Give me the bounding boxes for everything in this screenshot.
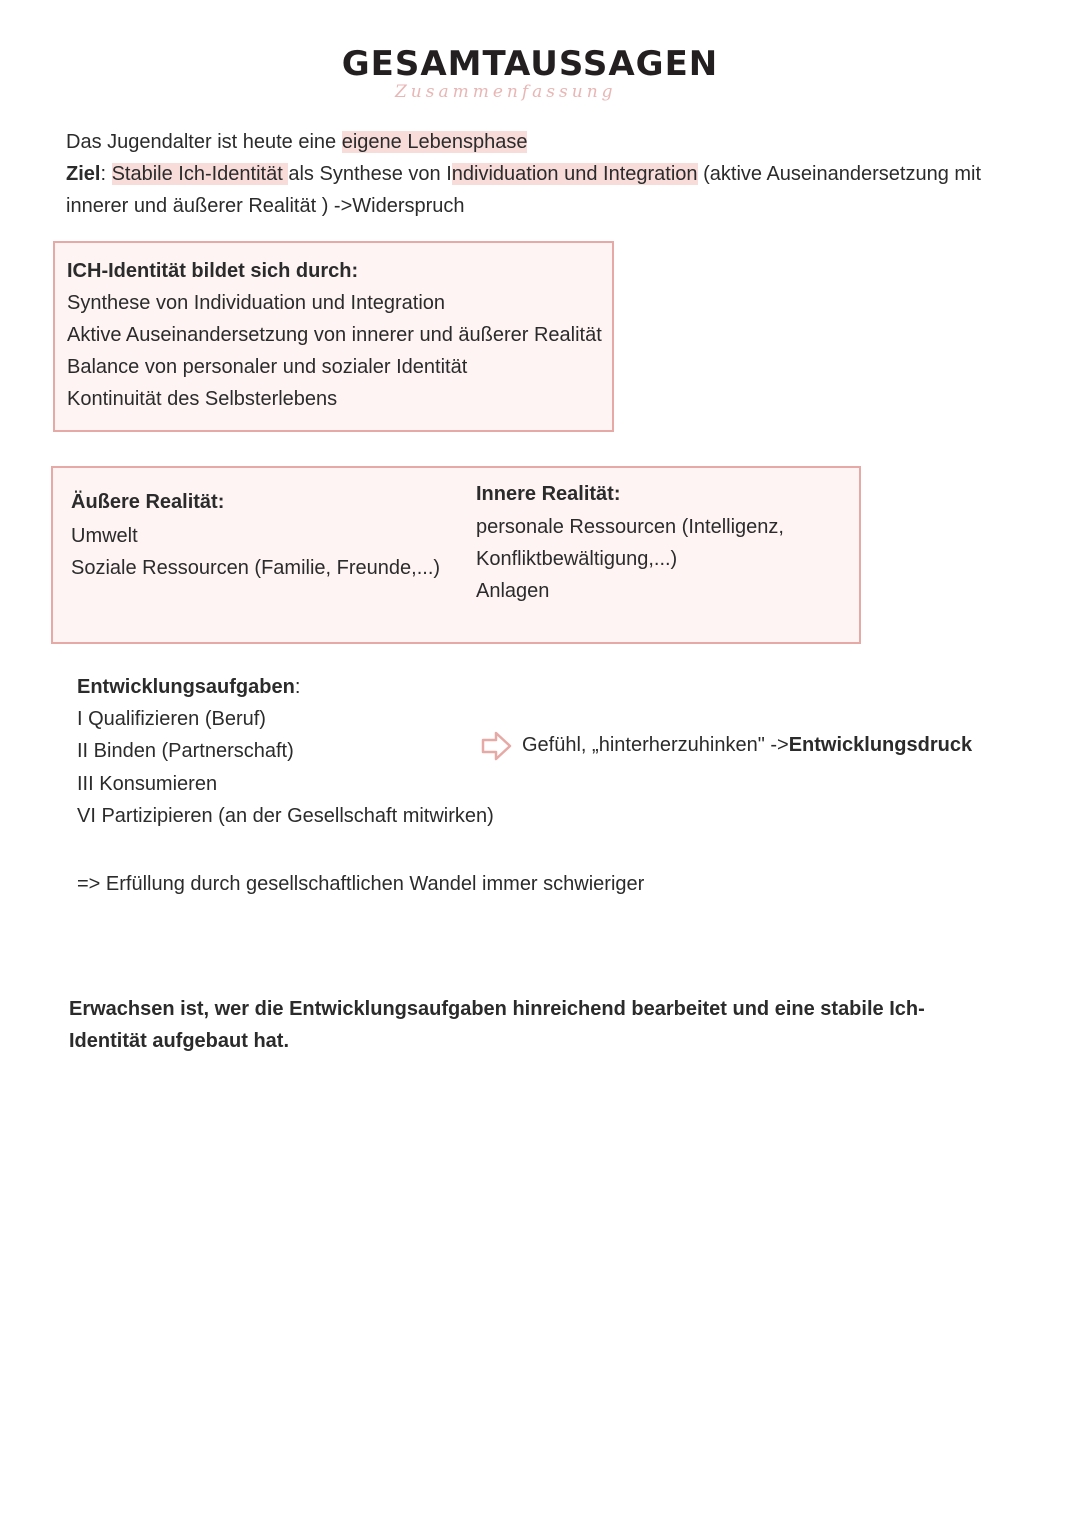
identity-box-title: ICH-Identität bildet sich durch: [67,260,359,282]
task-item: VI Partizipieren (an der Gesellschaft mitwirken) [77,805,494,827]
intro-line-1 [66,126,527,158]
highlight-ich-identitaet: Stabile Ich-Identität [111,163,289,185]
intro-text: Das Jugendalter ist heute eine [66,131,342,153]
identity-item: Synthese von Individuation und Integration [67,292,446,314]
identity-item: Balance von personaler und sozialer Identität [67,356,468,378]
intro-line-3: innerer und äußerer Realität ) ->Widerspruch [66,195,465,217]
task-item: II Binden (Partnerschaft) [77,740,294,762]
outer-reality-title: Äußere Realität: [71,491,225,513]
final-line-1: Erwachsen ist, wer die Entwicklungsaufgaben hinreichend bearbeitet und eine stabile Ich- [69,998,925,1020]
page-subtitle: Zusammenfassung [395,82,617,102]
task-item: I Qualifizieren (Beruf) [77,708,266,730]
conclusion-line: => Erfüllung durch gesellschaftlichen Wandel immer schwieriger [77,873,645,895]
final-line-2: Identität aufgebaut hat. [69,1030,289,1052]
highlight-lebensphase: eigene Lebensphase [341,131,528,153]
pressure-bold: Entwicklungsdruck [788,734,973,756]
tasks-title-line [77,671,300,703]
ziel-mid: als Synthese von I [288,163,452,185]
inner-reality-item: Anlagen [476,580,550,602]
identity-item: Aktive Auseinandersetzung von innerer und äußerer Realität [67,324,602,346]
arrow-right-icon [481,731,513,761]
ziel-colon: : [100,163,112,185]
reality-box [51,466,861,644]
outer-reality-item: Soziale Ressourcen (Familie, Freunde,...) [71,557,441,579]
ziel-rest: (aktive Auseinandersetzung mit [697,163,982,185]
outer-reality-item: Umwelt [71,525,138,547]
inner-reality-title: Innere Realität: [476,483,621,505]
task-item: III Konsumieren [77,773,218,795]
pressure-line [522,729,972,761]
tasks-title: Entwicklungsaufgaben [77,676,295,698]
highlight-individuation: ndividuation und Integration [451,163,698,185]
inner-reality-item: personale Ressourcen (Intelligenz, [476,516,784,538]
identity-item: Kontinuität des Selbsterlebens [67,388,338,410]
tasks-colon: : [294,676,301,698]
inner-reality-item: Konfliktbewältigung,...) [476,548,678,570]
page-title: GESAMTAUSSAGEN [341,44,719,84]
identity-box [53,241,614,432]
pressure-text: Gefühl, „hinterherzuhinken" -> [522,734,789,756]
ziel-label: Ziel [66,163,101,185]
intro-line-2 [66,158,981,190]
